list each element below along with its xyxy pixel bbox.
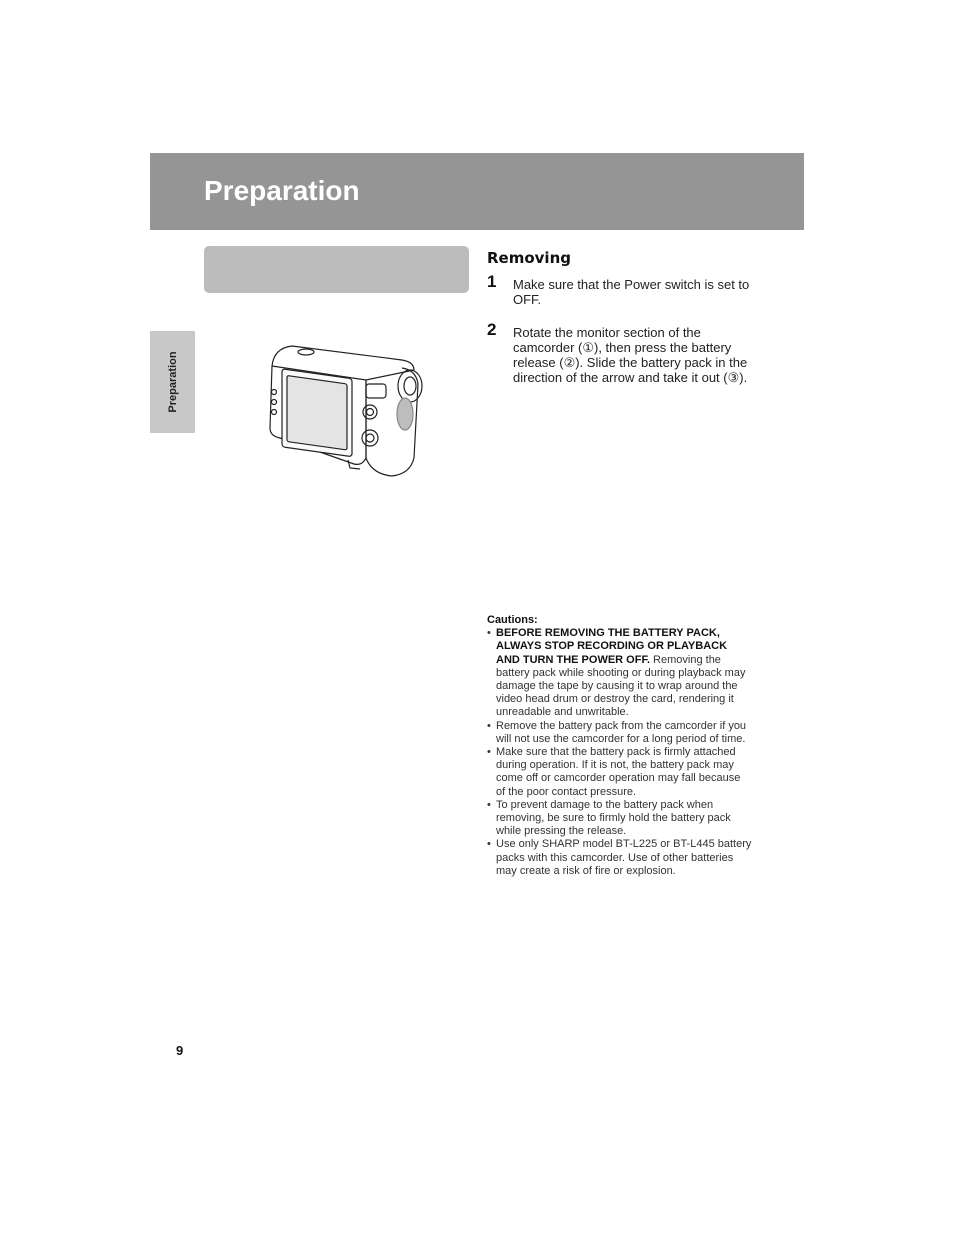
caution-item bbox=[487, 720, 752, 746]
cautions-box bbox=[487, 614, 752, 878]
step-text: Rotate the monitor section of the camcorder (①), then press the battery release (②). Slide the battery pack in the direction of the arrow and take it out (③). bbox=[513, 325, 748, 385]
caution-text: Remove the battery pack from the camcorder if you will not use the camcorder for a long period of time. bbox=[496, 719, 747, 745]
caution-text: Use only SHARP model BT-L225 or BT-L445 battery packs with this camcorder. Use of other batteries may create a risk of fire or explosion. bbox=[496, 838, 752, 877]
chapter-title: Preparation bbox=[204, 175, 360, 206]
caution-item bbox=[487, 627, 752, 719]
page-number: 9 bbox=[176, 1043, 184, 1058]
step-1 bbox=[487, 272, 757, 307]
caution-emphasis: BEFORE REMOVING THE BATTERY PACK, ALWAYS STOP RECORDING OR PLAYBACK AND TURN THE POWER OFF. bbox=[496, 627, 728, 666]
step-2 bbox=[487, 320, 757, 385]
step-text: Make sure that the Power switch is set to OFF. bbox=[513, 277, 750, 307]
bullet-icon: • bbox=[487, 627, 491, 640]
bullet-icon: • bbox=[487, 746, 491, 759]
caution-text: Make sure that the battery pack is firmly attached during operation. If it is not, the battery pack may come off or camcorder operation may fall because of the poor contact pressure. bbox=[496, 746, 741, 798]
bullet-icon: • bbox=[487, 798, 491, 811]
side-tab bbox=[150, 331, 195, 433]
side-tab-label: Preparation bbox=[166, 351, 179, 413]
camcorder-illustration bbox=[262, 340, 432, 482]
caution-item bbox=[487, 838, 752, 878]
chapter-header bbox=[150, 153, 804, 230]
caution-text: To prevent damage to the battery pack when removing, be sure to firmly hold the battery pack while pressing the release. bbox=[496, 798, 731, 838]
section-title-box bbox=[204, 246, 469, 293]
bullet-icon: • bbox=[487, 838, 491, 851]
removing-section bbox=[487, 249, 757, 385]
removing-heading: Removing bbox=[487, 249, 571, 267]
caution-item bbox=[487, 746, 752, 799]
caution-item bbox=[487, 799, 752, 839]
step-number: 2 bbox=[487, 320, 497, 339]
bullet-icon: • bbox=[487, 719, 491, 732]
step-number: 1 bbox=[487, 272, 497, 291]
cautions-title: Cautions: bbox=[487, 614, 538, 626]
caution-text: Removing the battery pack while shooting or during playback may damage the tape by causing it to wrap around the video head drum or destroy the card, rendering it unreadable and unwritable. bbox=[496, 653, 746, 719]
cautions-list bbox=[487, 627, 752, 878]
